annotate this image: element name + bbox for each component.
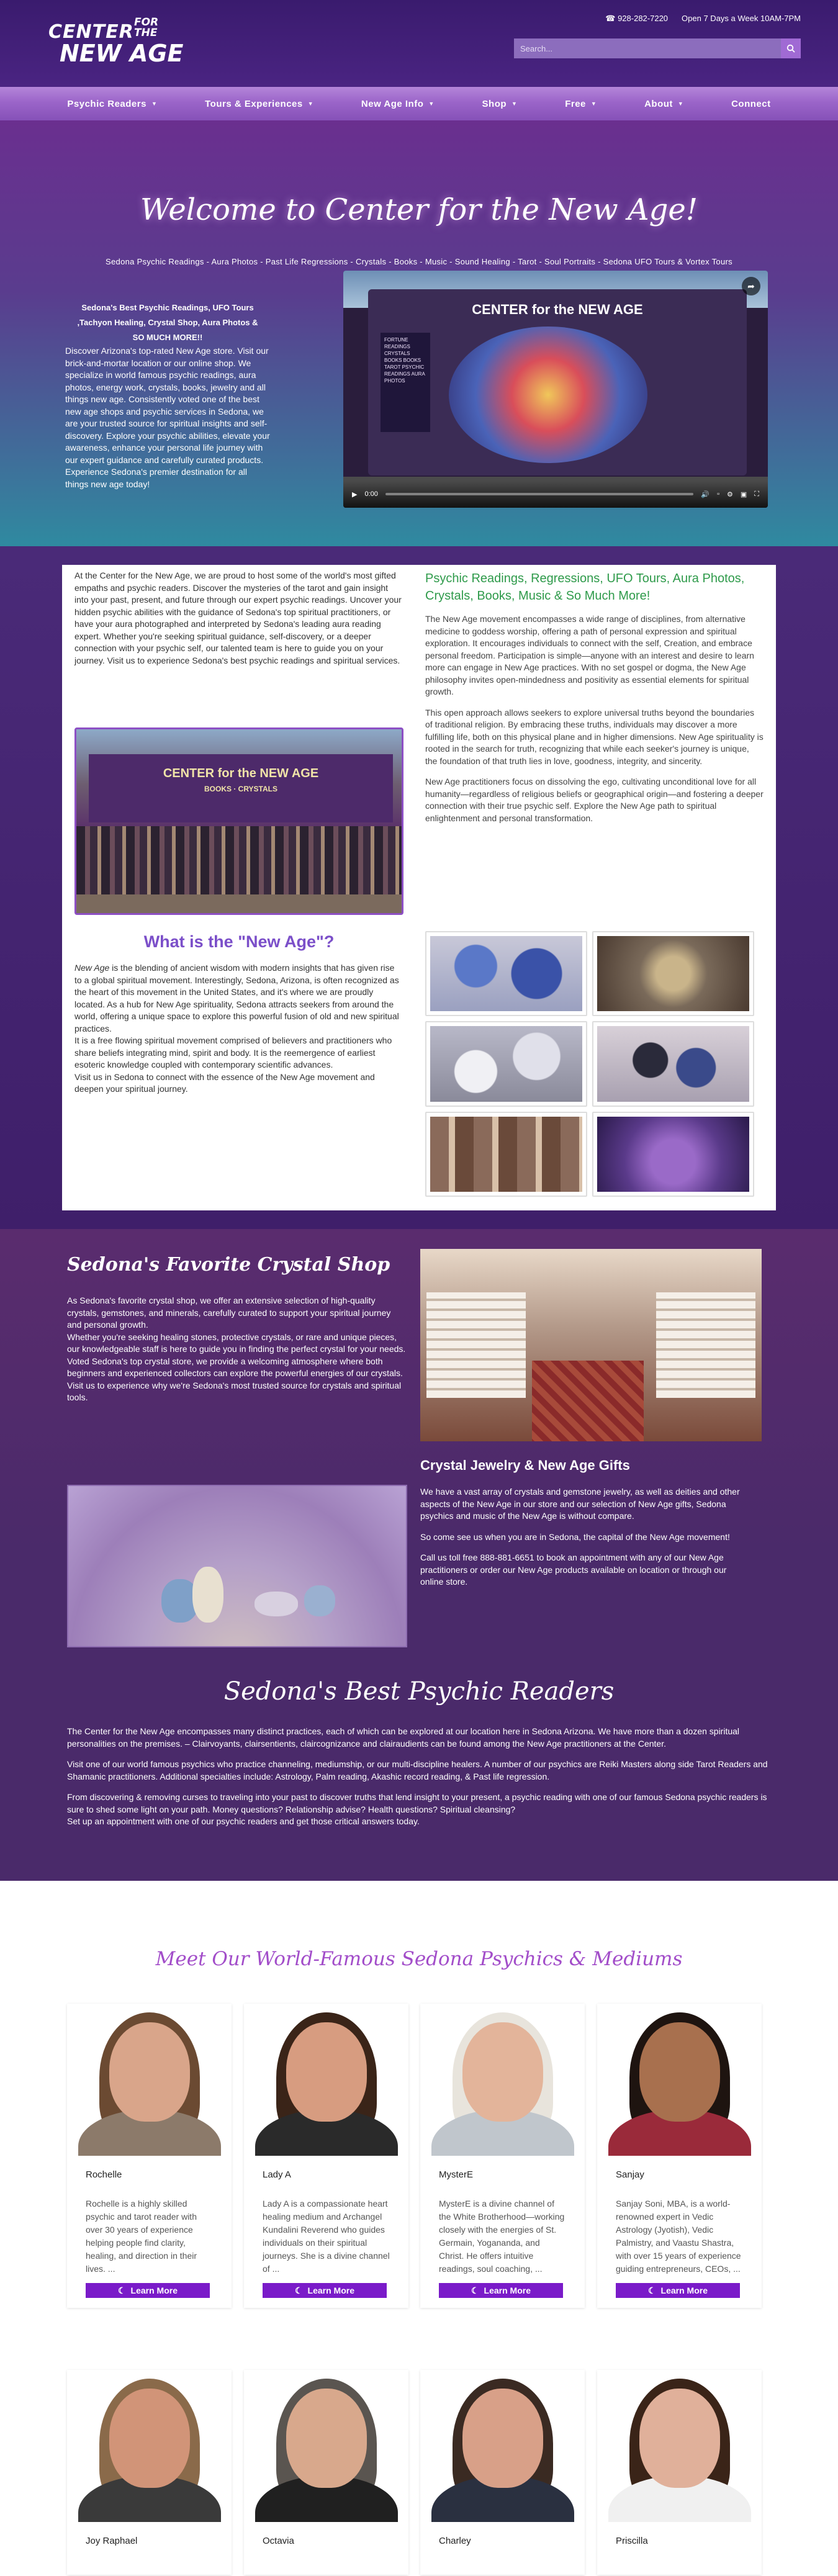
about-section bbox=[0, 546, 838, 1229]
settings-icon[interactable]: ⚙ bbox=[727, 490, 733, 498]
meet-heading: Meet Our World-Famous Sedona Psychics & Mediums bbox=[155, 1948, 683, 1970]
psychic-description: MysterE is a divine channel of the White Brotherhood—working closely with the energies of St. Germain, Yogananda, and Christ. He offers intuitive readings, soul coaching, ... bbox=[439, 2199, 565, 2274]
psychic-photo[interactable] bbox=[244, 2004, 408, 2156]
moon-icon: ☾ bbox=[647, 2285, 656, 2295]
moon-icon: ☾ bbox=[294, 2285, 303, 2295]
fullscreen-icon[interactable]: ⛶ bbox=[754, 490, 759, 498]
mural-image bbox=[449, 327, 647, 463]
search-box bbox=[514, 38, 801, 58]
group-photo bbox=[74, 727, 403, 915]
volume-icon[interactable]: 🔊 bbox=[701, 490, 710, 498]
page-title: Welcome to Center for the New Age! bbox=[140, 192, 698, 227]
psychic-name[interactable]: Joy Raphael bbox=[86, 2536, 138, 2546]
crystal-shop-text: As Sedona's favorite crystal shop, we offer an extensive selection of high-quality crystals, gemstones, and minerals, carefully curated to support your spiritual journey and personal growth. Whether you're seeking healing stones, protective crystals, or rare and unique pieces, our knowledgeable staff is here to guide you in finding the perfect crystal for your needs. Voted Sedona's top crystal store, we provide a welcoming atmosphere where both beginners and experienced collectors can explore the powerful energies of our crystals. Visit us to experience why we're Sedona's most trusted source for crystals and spiritual tools. bbox=[67, 1295, 406, 1402]
gallery-image[interactable] bbox=[592, 931, 754, 1016]
nav-psychic-readers[interactable]: Psychic Readers ▼ bbox=[67, 98, 158, 109]
store-sign: CENTER for the NEW AGE BOOKS · CRYSTALS bbox=[89, 754, 393, 822]
psychic-card[interactable] bbox=[420, 2370, 585, 2575]
contact-bar bbox=[605, 14, 801, 24]
nav-connect[interactable]: Connect bbox=[731, 98, 771, 109]
psychic-card[interactable] bbox=[420, 2004, 585, 2308]
nav-free[interactable]: Free ▼ bbox=[565, 98, 597, 109]
gifts-text: We have a vast array of crystals and gemstone jewelry, as well as deities and other aspects of the New Age in our store and our selection of New Age gifts, Sedona psychics and music of the New Age is without compare. So come see us when you are in Sedona, the capital of the New Age movement! Call us toll free 888-881-6651 to book an appointment with any of our New Age practitioners or order our New Age products available on location or through our online store. bbox=[420, 1487, 740, 1587]
nav-about[interactable]: About ▼ bbox=[644, 98, 684, 109]
chevron-down-icon: ▼ bbox=[677, 101, 684, 107]
video-player[interactable] bbox=[343, 271, 768, 508]
learn-more-button[interactable]: ☾ Learn More bbox=[616, 2283, 740, 2298]
psychic-name[interactable]: MysterE bbox=[439, 2169, 474, 2180]
gallery-image[interactable] bbox=[592, 1112, 754, 1197]
search-button[interactable] bbox=[781, 38, 801, 58]
video-poster-text: FORTUNE READINGS CRYSTALS BOOKS BOOKS TAROT PSYCHIC READINGS AURA PHOTOS bbox=[381, 333, 430, 432]
psychic-photo[interactable] bbox=[244, 2370, 408, 2522]
logo-for-the-text: FOR THE bbox=[134, 16, 159, 39]
psychic-card[interactable] bbox=[244, 2004, 408, 2308]
phone-icon: ☎ bbox=[605, 14, 616, 23]
captions-icon[interactable]: ▫ bbox=[717, 490, 720, 498]
psychic-name[interactable]: Charley bbox=[439, 2536, 471, 2546]
chevron-down-icon: ▼ bbox=[590, 101, 597, 107]
psychic-photo[interactable] bbox=[420, 2004, 585, 2156]
hero-tagline: Sedona's Best Psychic Readings, UFO Tours ,Tachyon Healing, Crystal Shop, Aura Photos & SO MUCH MORE!! bbox=[77, 303, 258, 342]
gallery-image[interactable] bbox=[425, 1021, 587, 1106]
what-is-new-age-text: New Age is the blending of ancient wisdom with modern insights that has given rise to a global spiritual movement. Interestingly, Sedona, Arizona, is often recognized as the heart of this movement in the United States, and it's where we are proudly located. As a hub for New Age spirituality, Sedona attracts seekers from around the world, offering a unique space to explore this powerful fusion of old and new spiritual practices. It is a free flowing spiritual movement comprised of believers and practitioners who share beliefs integrating mind, spirit and body. It is the reemergence of earliest esoteric knowledge coupled with contemporary scientific advances. Visit us in Sedona to connect with the essence of the New Age movement and deepen your spiritual journey. bbox=[74, 963, 399, 1094]
meet-psychics-section bbox=[0, 1912, 838, 2576]
psychic-card[interactable] bbox=[67, 2370, 232, 2575]
nav-new-age-info[interactable]: New Age Info ▼ bbox=[361, 98, 435, 109]
site-logo[interactable] bbox=[48, 17, 185, 67]
gifts-heading: Crystal Jewelry & New Age Gifts bbox=[420, 1457, 630, 1473]
psychic-photo[interactable] bbox=[597, 2370, 762, 2522]
crystals-lavender-photo bbox=[67, 1485, 407, 1647]
pip-icon[interactable]: ▣ bbox=[740, 490, 747, 498]
main-nav bbox=[0, 87, 838, 120]
learn-more-button[interactable]: ☾ Learn More bbox=[263, 2283, 387, 2298]
nav-shop[interactable]: Shop ▼ bbox=[482, 98, 518, 109]
chevron-down-icon: ▼ bbox=[307, 101, 314, 107]
gallery-image[interactable] bbox=[425, 1112, 587, 1197]
psychic-card[interactable] bbox=[244, 2370, 408, 2575]
logo-new-age-text: NEW AGE bbox=[60, 40, 184, 67]
video-controls bbox=[343, 480, 768, 508]
video-progress-bar[interactable] bbox=[385, 493, 694, 495]
psychic-photo[interactable] bbox=[597, 2004, 762, 2156]
play-icon[interactable]: ▶ bbox=[352, 490, 358, 498]
phone-link[interactable]: ☎ 928-282-7220 bbox=[605, 14, 669, 23]
site-header bbox=[0, 0, 838, 87]
psychic-description: Rochelle is a highly skilled psychic and tarot reader with over 30 years of experience helping people find clarity, healing, and direction in their lives. ... bbox=[86, 2199, 197, 2274]
moon-icon: ☾ bbox=[471, 2285, 479, 2295]
video-time: 0:00 bbox=[364, 490, 378, 498]
about-right-column: Psychic Readings, Regressions, UFO Tours, Aura Photos, Crystals, Books, Music & So Much More! The New Age movement encompasses a wide range of disciplines, from alternative medicine to goddess worship, offering a path of personal expression and spiritual exploration. It encourages individuals to connect with the self, Creation, and embrace personal freedom. Participation is simple—anyone with an interest and desire to learn more can engage in New Age practices. With no set gospel or dogma, the New Age philosophy invites open-mindedness and positivity as essential elements for spiritual growth. This open approach allows seekers to explore universal truths beyond the boundaries of traditional religion. By embracing these truths, individuals may discover a more fulfilling life, both on this physical plane and in higher dimensions. New Age spirituality is rooted in the search for truth, recognizing that while each seeker's journey is unique, the foundation of that truth lies in love, goodness, integrity, and sincerity. New Age practitioners focus on dissolving the ego, cultivating unconditional love for all humanity—regardless of religious beliefs or geographical origin—and fostering a deeper connection with their true psychic self. Explore the New Age path to spiritual enlightenment and personal transformation. bbox=[425, 570, 764, 833]
psychic-name[interactable]: Octavia bbox=[263, 2536, 294, 2546]
gallery-image[interactable] bbox=[592, 1021, 754, 1106]
shop-interior-photo bbox=[420, 1249, 762, 1441]
search-icon bbox=[786, 44, 795, 53]
chevron-down-icon: ▼ bbox=[428, 101, 435, 107]
search-input[interactable] bbox=[514, 38, 781, 58]
hero-subtitle: Sedona Psychic Readings - Aura Photos - Past Life Regressions - Crystals - Books - Music - Sound Healing - Tarot - Soul Portraits - Sedona UFO Tours & Vortex Tours bbox=[106, 257, 732, 266]
chevron-down-icon: ▼ bbox=[511, 101, 518, 107]
share-icon[interactable]: ➦ bbox=[742, 277, 760, 295]
moon-icon: ☾ bbox=[117, 2285, 126, 2295]
learn-more-button[interactable]: ☾ Learn More bbox=[86, 2283, 210, 2298]
chevron-down-icon: ▼ bbox=[151, 101, 158, 107]
nav-tours-experiences[interactable]: Tours & Experiences ▼ bbox=[205, 98, 314, 109]
psychic-description: Lady A is a compassionate heart healing medium and Archangel Kundalini Reverend who guides individuals on their spiritual journeys. She is a divine channel of ... bbox=[263, 2199, 390, 2274]
psychic-photo[interactable] bbox=[67, 2370, 232, 2522]
hero-section bbox=[0, 120, 838, 546]
psychic-photo[interactable] bbox=[420, 2370, 585, 2522]
gallery-image[interactable] bbox=[425, 931, 587, 1016]
crystal-shop-heading: Sedona's Favorite Crystal Shop bbox=[67, 1254, 390, 1276]
learn-more-button[interactable]: ☾ Learn More bbox=[439, 2283, 563, 2298]
hours-text: Open 7 Days a Week 10AM-7PM bbox=[682, 14, 801, 23]
best-readers-text: The Center for the New Age encompasses many distinct practices, each of which can be explored at our location here in Sedona Arizona. We have more than a dozen spiritual personalities on the premises. – Clairvoyants, clairsentients, claircognizance and clairaudients can be found among the New Age practitioners at the Center. Visit one of our world famous psychics who practice channeling, mediumship, or our multi-discipline healers. A number of our psychics are Reiki Masters along side Tarot Readers and Shamanic practitioners. Additional specialties include: Astrology, Palm reading, Akashic record reading, & Past life regression. From discovering & removing curses to traveling into your past to discover truths that lend insight to your present, a psychic reading with one of our famous Sedona psychic readers is sure to shed some light on your path. Money questions? Relationship advise? Health questions? Spiritual cleansing? Set up an appointment with one of our psychic readers and get those critical answers today. bbox=[67, 1726, 768, 1826]
video-sign-text: CENTER for the NEW AGE bbox=[472, 302, 643, 317]
psychic-description: Sanjay Soni, MBA, is a world-renowned expert in Vedic Astrology (Jyotish), Vedic Palmistry, and Vaastu Shastra, with over 15 years of experience guiding entrepreneurs, CEOs, ... bbox=[616, 2199, 741, 2274]
psychic-name[interactable]: Rochelle bbox=[86, 2169, 122, 2180]
psychic-name[interactable]: Sanjay bbox=[616, 2169, 644, 2180]
hero-description: Discover Arizona's top-rated New Age store. Visit our brick-and-mortar location or our online shop. We specialize in world famous psychic readings, aura photos, energy work, crystals, books, jewelry and all things new age. Consistently voted one of the best new age shops and psychic services in Sedona, we are your trusted source for spiritual insights and self-discovery. Explore your psychic abilities, elevate your awareness, enhance your personal life journey with our expert guidance and carefully curated products. Experience Sedona's premier destination for all things new age today! bbox=[65, 346, 270, 489]
about-intro: At the Center for the New Age, we are proud to host some of the world's most gifted empaths and psychic readers. Discover the mysteries of the tarot and gain insight into your past, present, and future through our expert psychic readings. Uncover your hidden psychic abilities with the guidance of Sedona's top spiritual practitioners, or have your aura photographed and interpreted by Sedona's leading aura reading expert. Whether you're seeking spiritual guidance, self-discovery, or a deeper connection with your psychic self, our talented team is here to guide you on your journey. Visit us to experience Sedona's best psychic readings and spiritual services. bbox=[74, 570, 402, 665]
psychic-name[interactable]: Lady A bbox=[263, 2169, 291, 2180]
psychic-card[interactable] bbox=[597, 2370, 762, 2575]
crystal-gallery bbox=[425, 931, 754, 1197]
crystal-shop-section bbox=[0, 1229, 838, 1881]
logo-center-text: CENTER bbox=[48, 21, 134, 43]
services-heading: Psychic Readings, Regressions, UFO Tours, Aura Photos, Crystals, Books, Music & So Much More! bbox=[425, 572, 745, 603]
psychic-card[interactable] bbox=[597, 2004, 762, 2308]
psychic-photo[interactable] bbox=[67, 2004, 232, 2156]
best-readers-heading: Sedona's Best Psychic Readers bbox=[223, 1677, 615, 1706]
psychic-card[interactable] bbox=[67, 2004, 232, 2308]
what-is-new-age-heading: What is the "New Age"? bbox=[143, 932, 335, 951]
psychic-name[interactable]: Priscilla bbox=[616, 2536, 648, 2546]
about-card bbox=[62, 565, 776, 1210]
